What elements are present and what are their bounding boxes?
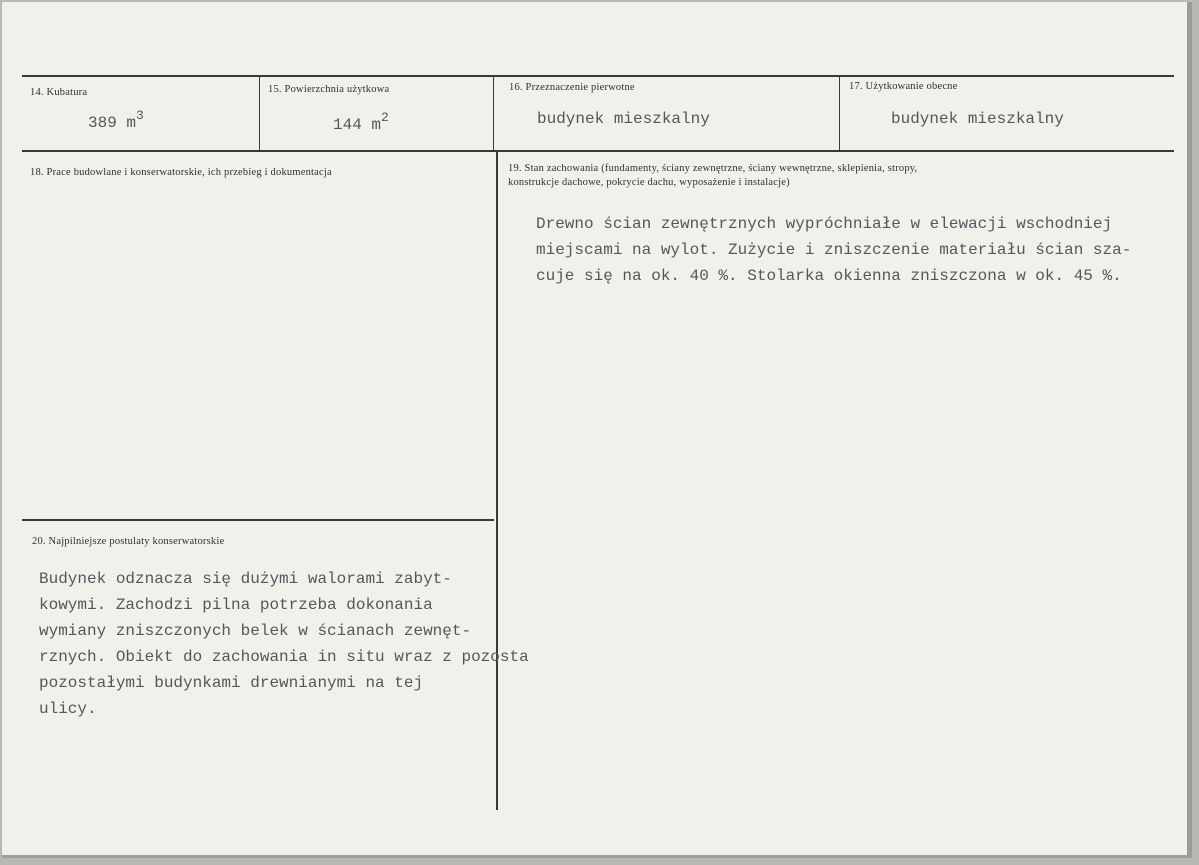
postulaty-line-3: wymiany zniszczonych belek w ścianach zewnęt- [39,622,472,640]
field-16-label: 16. Przeznaczenie pierwotne [509,82,635,93]
inventory-card [2,2,1192,858]
stan-line-3: cuje się na ok. 40 %. Stolarka okienna zniszczona w ok. 45 %. [536,267,1122,285]
powierzchnia-value: 144 m [333,116,382,134]
section-20-rule [22,519,494,521]
field-17-value: budynek mieszkalny [891,110,1064,128]
powierzchnia-exponent: 2 [381,110,389,125]
field-14-label: 14. Kubatura [30,87,88,98]
middle-rule [22,150,1174,152]
postulaty-line-1: Budynek odznacza się dużymi walorami zabyt- [39,570,452,588]
kubatura-value: 389 m [88,114,137,132]
postulaty-line-5: pozostałymi budynkami drewnianymi na tej [39,674,424,692]
field-19-label-line1: 19. Stan zachowania (fundamenty, ściany zewnętrzne, ściany wewnętrzne, sklepienia, stropy, [508,163,918,174]
postulaty-line-4: rznych. Obiekt do zachowania in situ wraz z pozosta [39,648,529,666]
field-19-label-line2: konstrukcje dachowe, pokrycie dachu, wyposażenie i instalacje) [508,177,790,188]
kubatura-exponent: 3 [136,108,144,123]
field-16-value: budynek mieszkalny [537,110,710,128]
col-divider-1 [259,77,260,151]
field-15-label: 15. Powierzchnia użytkowa [268,84,390,95]
field-20-text [39,566,529,722]
stan-line-2: miejscami na wylot. Zużycie i zniszczenie materiału ścian sza- [536,241,1132,259]
field-14-value [88,108,144,132]
postulaty-line-2: kowymi. Zachodzi pilna potrzeba dokonania [39,596,433,614]
field-19-text [536,211,1131,289]
field-17-label: 17. Użytkowanie obecne [849,81,958,92]
field-20-label: 20. Najpilniejsze postulaty konserwatorskie [32,536,225,547]
stan-line-1: Drewno ścian zewnętrznych wypróchniałe w elewacji wschodniej [536,215,1113,233]
postulaty-line-6: ulicy. [39,700,97,718]
col-divider-3 [839,77,840,151]
col-divider-2 [493,77,494,151]
field-15-value [333,110,389,134]
top-rule [22,75,1174,77]
field-18-label: 18. Prace budowlane i konserwatorskie, ich przebieg i dokumentacja [30,167,332,178]
